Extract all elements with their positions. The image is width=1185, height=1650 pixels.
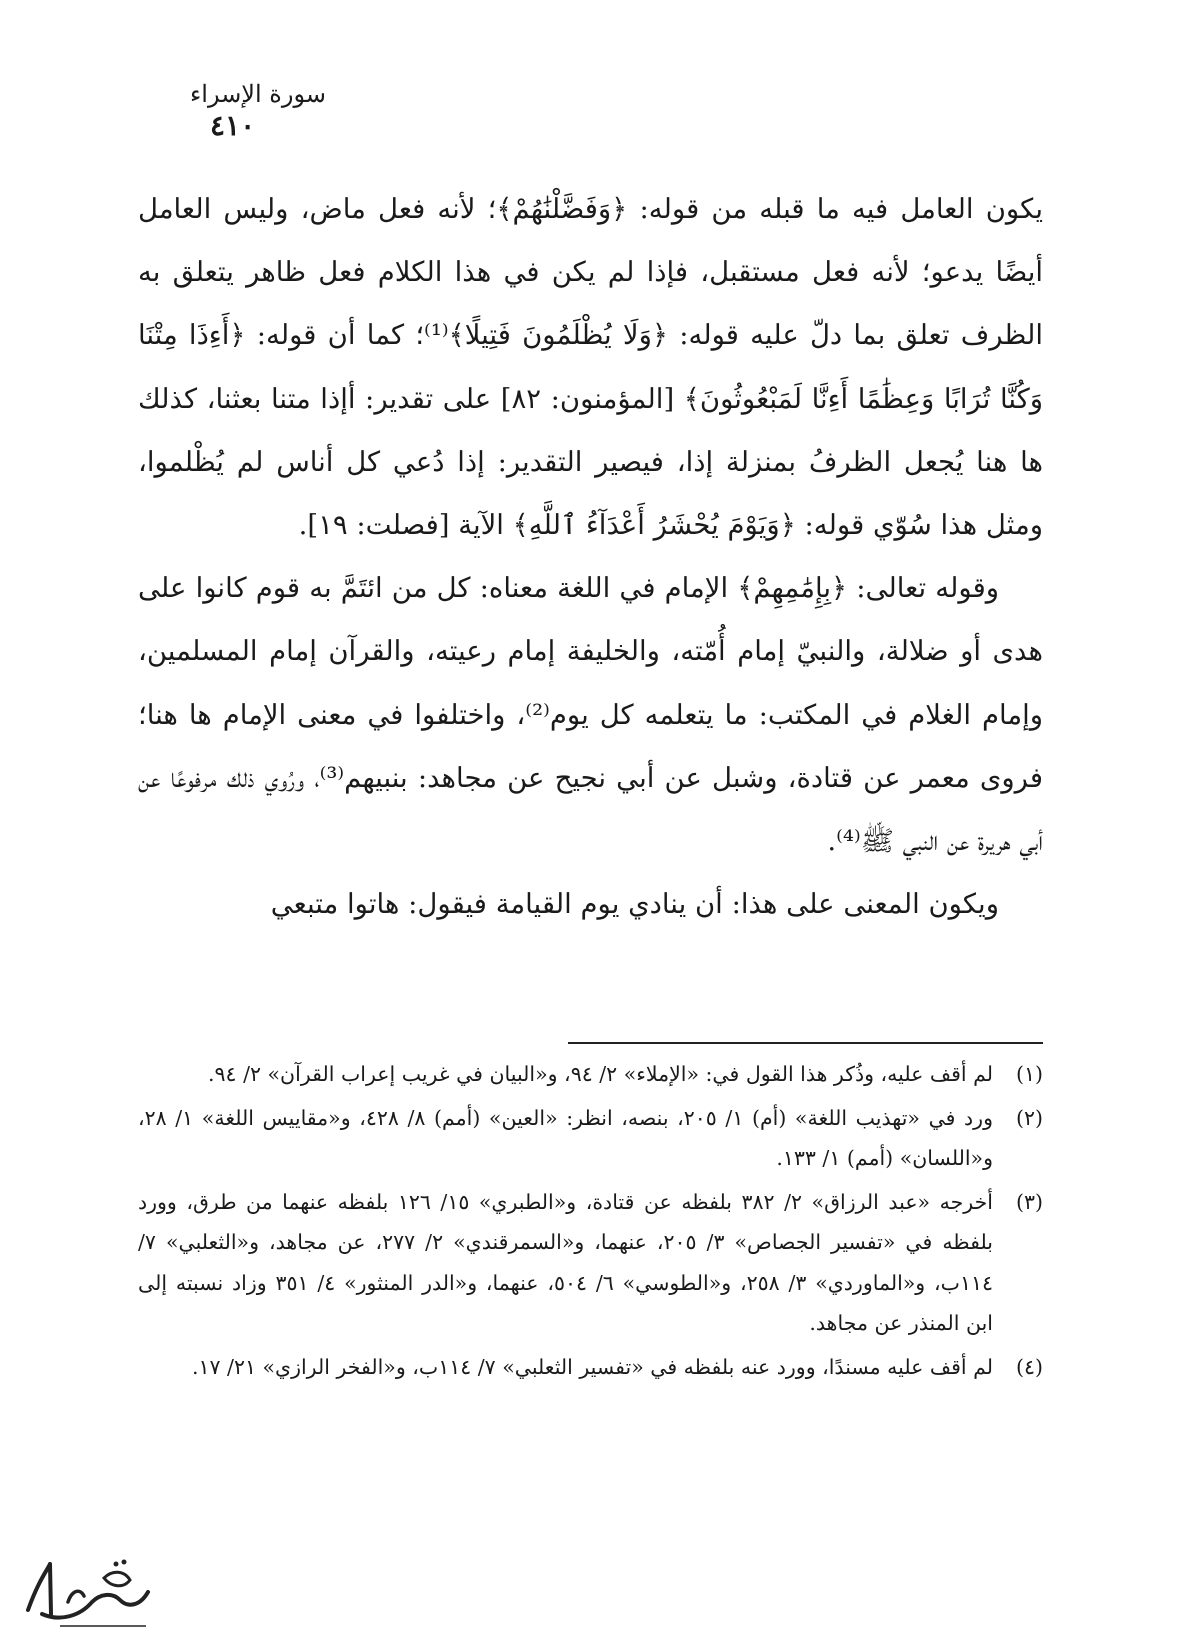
- footnote-divider: [568, 1042, 1043, 1044]
- paragraph: يكون العامل فيه ما قبله من قوله: ﴿وَفَضَّلْنَٰهُمْ﴾؛ لأنه فعل ماض، وليس العامل أيضًا يدعو؛ لأنه فعل مستقبل، فإذا لم يكن في هذا الكلام فعل ظاهر يتعلق به الظرف تعلق بما دلّ عليه قوله: ﴿وَلَا يُظْلَمُونَ فَتِيلًا﴾⁽¹⁾؛ كما أن قوله: ﴿أَءِذَا مِتْنَا وَكُنَّا تُرَابًا وَعِظَٰمًا أَءِنَّا لَمَبْعُوثُونَ﴾ [المؤمنون: ٨٢] على تقدير: أإذا متنا بعثنا، كذلك ها هنا يُجعل الظرفُ بمنزلة إذا، فيصير التقدير: إذا دُعي كل أناس لم يُظْلموا، ومثل هذا سُوّي قوله: ﴿وَيَوْمَ يُحْشَرُ أَعْدَآءُ ٱللَّهِ﴾ الآية [فصلت: ١٩].: [138, 193, 1043, 542]
- page-number: ٤١٠: [210, 109, 256, 142]
- paragraph: ويكون المعنى على هذا: أن ينادي يوم القيامة فيقول: هاتوا متبعي: [270, 888, 999, 921]
- main-text: [138, 178, 1043, 936]
- paragraph: وقوله تعالى: ﴿بِإِمَٰمِهِمْ﴾ الإمام في اللغة معناه: كل من ائتَمَّ به قوم كانوا على هدى أو ضلالة، والنبيّ إمام أُمّته، والخليفة إمام رعيته، والقرآن إمام المسلمين، وإمام الغلام في المكتب: ما يتعلمه كل يوم⁽²⁾، واختلفوا في معنى الإمام ها هنا؛ فروى معمر عن قتادة، وشبل عن أبي نجيح عن مجاهد: بنبيهم⁽³⁾، ورُوي ذلك مرفوعًا عن أبي هريرة عن النبي ﷺ⁽⁴⁾.: [138, 572, 1044, 858]
- footnote: [138, 1098, 1043, 1179]
- footnote-number: (٤): [1015, 1354, 1043, 1379]
- footnote-text: لم أقف عليه مسندًا، وورد عنه بلفظه في «تفسير الثعلبي» ٧/ ١١٤ب، و«الفخر الرازي» ٢١/ ١٧.: [191, 1354, 993, 1379]
- footnote-text: لم أقف عليه، وذُكر هذا القول في: «الإملاء» ٢/ ٩٤، و«البيان في غريب إعراب القرآن» ٢/ ٩٤.: [207, 1062, 993, 1086]
- footnote: [138, 1054, 1043, 1095]
- footnote-number: (١): [1015, 1062, 1043, 1086]
- running-header-surah-title: سورة الإسراء: [190, 80, 326, 108]
- publisher-logo: [20, 1552, 160, 1634]
- calligraphy-logo-icon: [20, 1552, 160, 1634]
- footnote-number: (٣): [1015, 1189, 1043, 1214]
- footnote-number: (٢): [1015, 1105, 1043, 1130]
- footnote: [138, 1347, 1043, 1388]
- footnote-text: أخرجه «عبد الرزاق» ٢/ ٣٨٢ بلفظه عن قتادة، و«الطبري» ١٥/ ١٢٦ بلفظه عنهما من طرق، وورد بلفظه في «تفسير الجصاص» ٣/ ٢٠٥، عنهما، و«السمرقندي» ٢/ ٢٧٧، عن مجاهد، و«الثعلبي» ٧/ ١١٤ب، و«الماوردي» ٣/ ٢٥٨، و«الطوسي» ٦/ ٥٠٤، عنهما، و«الدر المنثور» ٤/ ٣٥١ وزاد نسبته إلى ابن المنذر عن مجاهد.: [138, 1189, 993, 1335]
- footnote-text: ورد في «تهذيب اللغة» (أم) ١/ ٢٠٥، بنصه، انظر: «العين» (أمم) ٨/ ٤٢٨، و«مقاييس اللغة» ١/ ٢٨، و«اللسان» (أمم) ١/ ١٣٣.: [138, 1105, 993, 1170]
- footnotes: [138, 1054, 1043, 1390]
- footnote: [138, 1182, 1043, 1344]
